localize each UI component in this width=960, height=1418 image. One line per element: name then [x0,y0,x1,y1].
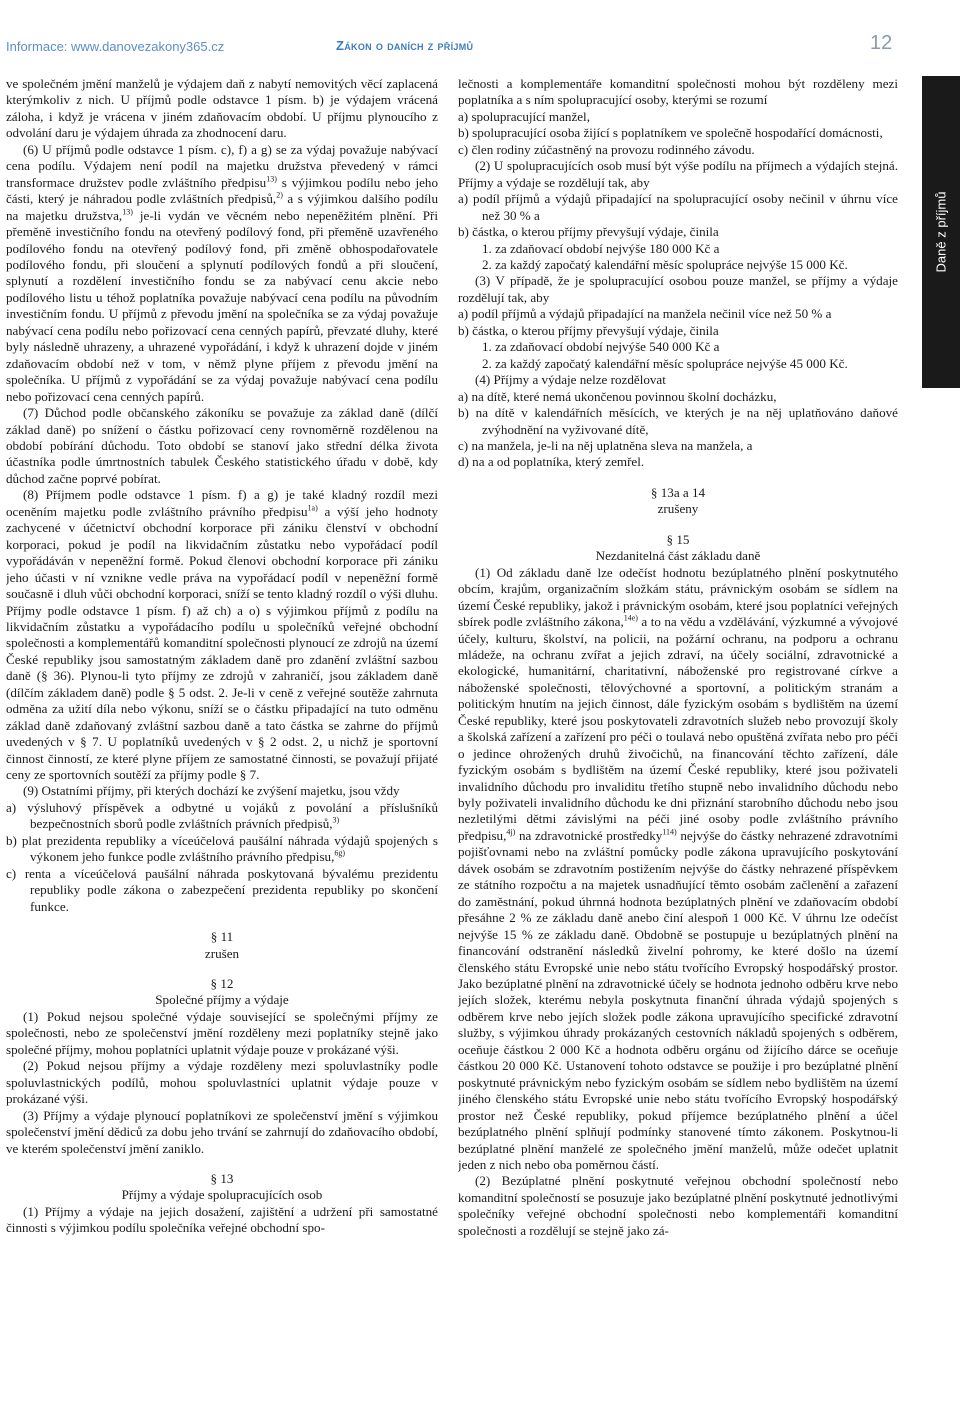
list-item: b) na dítě v kalendářních měsících, ve kterých je na něj uplatňováno daňové zvýhodnění na vyživované dítě, [458,405,898,437]
sub-item: 2. za každý započatý kalendářní měsíc spolupráce nejvýše 45 000 Kč. [482,355,848,371]
paragraph: (4) Příjmy a výdaje nelze rozdělovat [475,372,666,388]
page-number: 12 [870,32,893,54]
paragraph-8: (8) Příjmem podle odstavce 1 písm. f) a g) je také kladný rozdíl mezi oceněním majetku podle zvláštního právního předpisu$^{1a)}$ a výší jeho hodnoty zachycené v účetnictví obchodní korporace při zániku členství v obchodní korporaci, pokud je podíl na likvidačním zůstatku nebo vypořádací podíl vypořádáván v nepeněžní formě. Pokud členovi obchodní korporace při zániku jeho účasti v ní vznikne vedle práva na vypořádací podíl v nepeněžní formě současně i dluh vůči obchodní korporaci, sníží se tento kladný rozdíl o výši dluhu. Příjmy podle odstavce 1 písm. f) až ch) a o) s výjimkou příjmů z podílu na likvidačním zůstatku a vypořádacího podílu u společníků veřejné obchodní společnosti a komplementářů komanditní společnosti plynoucí ze zdrojů na území České republiky jsou samostatným základem daně pro zdanění zvláštní sazbou daně (§ 36). Plynou-li tyto příjmy ze zdrojů v zahraničí, jsou základem daně (dílčím základem daně) podle § 5 odst. 2. Je-li v ceně z veřejné soutěže zahrnuta odměna za užití díla nebo výkonu, sníží se o částku připadající na tuto odměnu základ daně zdaňovaný zvláštní sazbou daně a tato částka se zahrne do příjmů uvedených v § 7. U poplatníků uvedených v § 2 odst. 2, u nichž je sportovní činnost činností, ze které plyne příjem ze samostatné činnosti, se považují přijaté ceny ze sportovních soutěží za příjmy podle § 7. [6,487,438,783]
list-item: c) člen rodiny zúčastněný na provozu rodinného závodu. [458,141,755,157]
paragraph: ve společném jmění manželů je výdajem daň z nabytí nemovitých věcí zaplacená kterýmkoliv z nich. U příjmů podle odstavce 1 písm. b) je výdajem vrácená záloha, i když je vrácena v jiném zdaňovacím období. U příjmu plynoucího z odvolání daru je výdajem úhrada za zhodnocení daru. [6,76,438,141]
section-title: zrušeny [657,501,699,517]
list-item: a) spolupracující manžel, [458,108,590,124]
list-item: b) částka, o kterou příjmy převyšují výdaje, činila [458,322,719,338]
sub-item: 1. za zdaňovací období nejvýše 540 000 Kč a [482,339,720,355]
list-item: a) podíl příjmů a výdajů připadající na spolupracující osoby nečinil v úhrnu více než 30 % a [458,191,898,223]
paragraph-6: (6) U příjmů podle odstavce 1 písm. c), f) a g) se za výdaj považuje nabývací cena podílu. Výdajem není podíl na majetku družstva převedený v rámci transformace družstev podle zvláštního předpisu$^{13)}$ s výjimkou podílu nebo jeho části, který je náhradou podle zvláštních předpisů,$^{2)}$ a s výjimkou dalšího podílu na majetku družstva,$^{13)}$ je-li vydán ve věcném nebo nepeněžitém plnění. Při přeměně investičního fondu na otevřený podílový fond, při přeměně uzavřeného podílového fondu na otevřený podílový fond, při změně obhospodařovatele podílového fondu, při sloučení a splynutí podílových fondů a při sloučení, splynutí a rozdělení investičního fondu se za nabývací cenu akcie nebo podílového listu u téhož poplatníka považuje nabývací cena podílu na původním investičním fondu. U příjmů z převodu jmění na společníka se za výdaj považuje nabývací cena podílu nebo pořizovací cena cenných papírů, převzaté dluhy, které byly následně uhrazeny, a uhrazené vypořádání, i když k uhrazení dojde v jiném zdaňovacím období než v tom, v němž plyne příjem z převodu jmění na společníka. U příjmů z vypořádání se za výdaj považuje nabývací cena podílu nebo pořizovací cena cenných papírů. [6,141,438,404]
sub-item: 2. za každý započatý kalendářní měsíc spolupráce nejvýše 15 000 Kč. [482,256,848,272]
section-number: § 11 [210,929,234,945]
section-title: Příjmy a výdaje spolupracujících osob [121,1187,323,1203]
section-title: zrušen [204,945,240,961]
right-column [458,76,898,1416]
section-title: Nezdanitelná část základu daně [595,548,761,564]
list-item: b) spolupracující osoba žijící s poplatníkem ve společně hospodařící domácnosti, [458,125,883,141]
page-header [0,0,960,78]
paragraph: (1) Příjmy a výdaje na jejich dosažení, zajištění a udržení při samostatné činnosti s výjimkou podílu společníka veřejné obchodní spo- [6,1203,438,1236]
list-item: b) částka, o kterou příjmy převyšují výdaje, činila [458,224,719,240]
paragraph: (2) U spolupracujících osob musí být výše podílu na příjmech a výdajích stejná. Příjmy a výdaje se rozdělují tak, aby [458,158,898,190]
section-number: § 13a a 14 [650,484,706,500]
paragraph: (1) Pokud nejsou společné výdaje související se společnými příjmy ze společnosti, nebo ze společenství jmění rozděleny mezi poplatníky stejně jako společné příjmy, mohou poplatníci uplatnit výdaje pouze v prokázané výši. [6,1008,438,1057]
section-number: § 12 [210,976,234,992]
paragraph: (3) V případě, že je spolupracující osobou pouze manžel, se příjmy a výdaje rozdělují tak, aby [458,273,898,305]
section-title: Společné příjmy a výdaje [155,992,289,1008]
section-number: § 13 [210,1171,234,1186]
list-item: b) plat prezidenta republiky a víceúčelová paušální náhrada výdajů spojených s výkonem jeho funkce podle zvláštního právního předpisu,$^{6g)}$ [6,832,438,865]
left-column [6,76,438,1416]
list-item: a) výsluhový příspěvek a odbytné u vojáků z povolání a příslušníků bezpečnostních sborů podle zvláštních právních předpisů,$^{3)}$ [6,799,438,832]
list-item: c) renta a víceúčelová paušální náhrada poskytovaná bývalému prezidentu republiky podle zákona o zabezpečení prezidenta republiky po skončení funkce. [6,865,438,914]
paragraph: (2) Bezúplatné plnění poskytnuté veřejnou obchodní společností nebo komanditní společností se posuzuje jako bezúplatné plnění poskytnuté jednotlivými společníky veřejné obchodní společnosti nebo komplementáři komanditní společnosti a rozdělují se stejně jako zá- [458,1173,898,1238]
source-site-label: Informace: www.danovezakony365.cz [6,39,225,54]
list-item: a) na dítě, které nemá ukončenou povinnou školní docházku, [458,388,777,404]
section-number: § 15 [666,531,690,547]
list-item: a) podíl příjmů a výdajů připadající na manžela nečinil více než 50 % a [458,306,832,322]
list-item: c) na manžela, je-li na něj uplatněna sleva na manžela, a [458,437,753,453]
paragraph: (3) Příjmy a výdaje plynoucí poplatníkovi ze společenství jmění s výjimkou společenství jmění dědiců za dobu jeho trvání se zahrnují do zdaňovacího období, ve kterém společenství jmění zaniklo. [6,1107,438,1156]
side-tab [922,76,960,388]
side-tab-label: Daně z příjmů [933,191,949,273]
paragraph: (2) Pokud nejsou příjmy a výdaje rozděleny mezi spoluvlastníky podle spoluvlastnických podílů, mohou spoluvlastníci uplatnit výdaje pouze v prokázané výši. [6,1058,438,1107]
paragraph: (1) Od základu daně lze odečíst hodnotu bezúplatného plnění poskytnutého obcím, krajům, organizačním složkám státu, právnickým osobám se sídlem na území České republiky, jakož i právnickým osobám, které jsou poplatníci veřejných sbírek podle zvláštního zákona,$^{14e)}$ a to na vědu a vzdělávání, výzkumné a vývojové účely, kulturu, školství, na policii, na požární ochranu, na podporu a ochranu mládeže, na ochranu zvířat a jejich zdraví, na účely sociální, zdravotnické a ekologické, humanitární, charitativní, náboženské pro registrované církve a náboženské společnosti, tělovýchovné a sportovní, a politickým stranám a politickým hnutím na jejich činnost, dále fyzickým osobám s bydlištěm na území České republiky, které jsou poskytovateli zdravotních služeb nebo provozují školy a školská zařízení a zařízení pro péči o toulavá nebo opuštěná zvířata nebo pro péči o jedince ohrožených druhů živočichů, na financování těchto zařízení, dále fyzickým osobám s bydlištěm na území České republiky, které jsou poživateli invalidního důchodu pro invaliditu třetího stupně nebo invalidního důchodu nebo byly poživateli invalidního důchodu ke dni přiznání starobního důchodu nebo jsou nezletilými dětmi závislými na péči jiné osoby podle zvláštního právního předpisu,$^{4j)}$ na zdravotnické prostředky$^{114)}$ nejvýše do částky nehrazené zdravotními pojišťovnami nebo na zvláštní pomůcky podle zákona upravujícího poskytování dávek osobám se zdravotním postižením nejvýše do částky nehrazené příspěvkem ze státního rozpočtu a na majetek usnadňující těmto osobám začlenění a zařazení do zaměstnání, pokud úhrnná hodnota bezúplatných plnění ve zdaňovacím období přesáhne 2 % ze základu daně anebo činí alespoň 1 000 Kč. V úhrnu lze odečíst nejvýše 15 % ze základu daně. Obdobně se postupuje u bezúplatných plnění na financování odstranění následků živelní pohromy, ke které došlo na území členského státu Evropské unie nebo státu tvořícího Evropský hospodářský prostor. Jako bezúplatné plnění na zdravotnické účely se hodnota jednoho odběru krve nebo jejích složek, kterému nebyla poskytnuta finanční úhrada výdajů spojených s odběrem krve nebo jejích složek podle zákona upravujícího specifické zdravotní služby, s výjimkou úhrady prokázaných cestovních nákladů spojených s odběrem, oceňuje částkou 2 000 Kč a hodnota odběru orgánu od žijícího dárce se oceňuje částkou 20 000 Kč. Ustanovení tohoto odstavce se použije i pro bezúplatné plnění poskytnuté právnickým nebo fyzickým osobám se sídlem nebo bydlištěm na území jiného členského státu Evropské unie nebo státu tvořícího Evropský hospodářský prostor než České republiky, pokud příjemce bezúplatného plnění a účel bezúplatného plnění splňují podmínky stanovené tímto zákonem. Poskytnou-li bezúplatné plnění manželé ze společného jmění manželů, může odečet uplatnit jeden z nich nebo oba poměrnou částí. [458,564,898,1172]
law-title: Zákon o daních z příjmů [336,38,474,53]
paragraph-9: (9) Ostatními příjmy, při kterých dochází ke zvýšení majetku, jsou vždy [23,783,400,799]
list-item: d) na a od poplatníka, který zemřel. [458,454,645,470]
paragraph: lečnosti a komplementáře komanditní společnosti mohou být rozděleny mezi poplatníka a s ním spolupracující osoby, kterými se rozumí [458,76,898,108]
sub-item: 1. za zdaňovací období nejvýše 180 000 Kč a [482,240,720,256]
paragraph-7: (7) Důchod podle občanského zákoníku se považuje za základ daně (dílčí základ daně) po snížení o částku pořizovací ceny rovnoměrně rozdělenou na období pobírání důchodu. Toto období se stanoví jako střední délka života účastníka podle úmrtnostních tabulek Českého statistického úřadu v době, kdy důchod začne poprvé pobírat. [6,405,438,486]
